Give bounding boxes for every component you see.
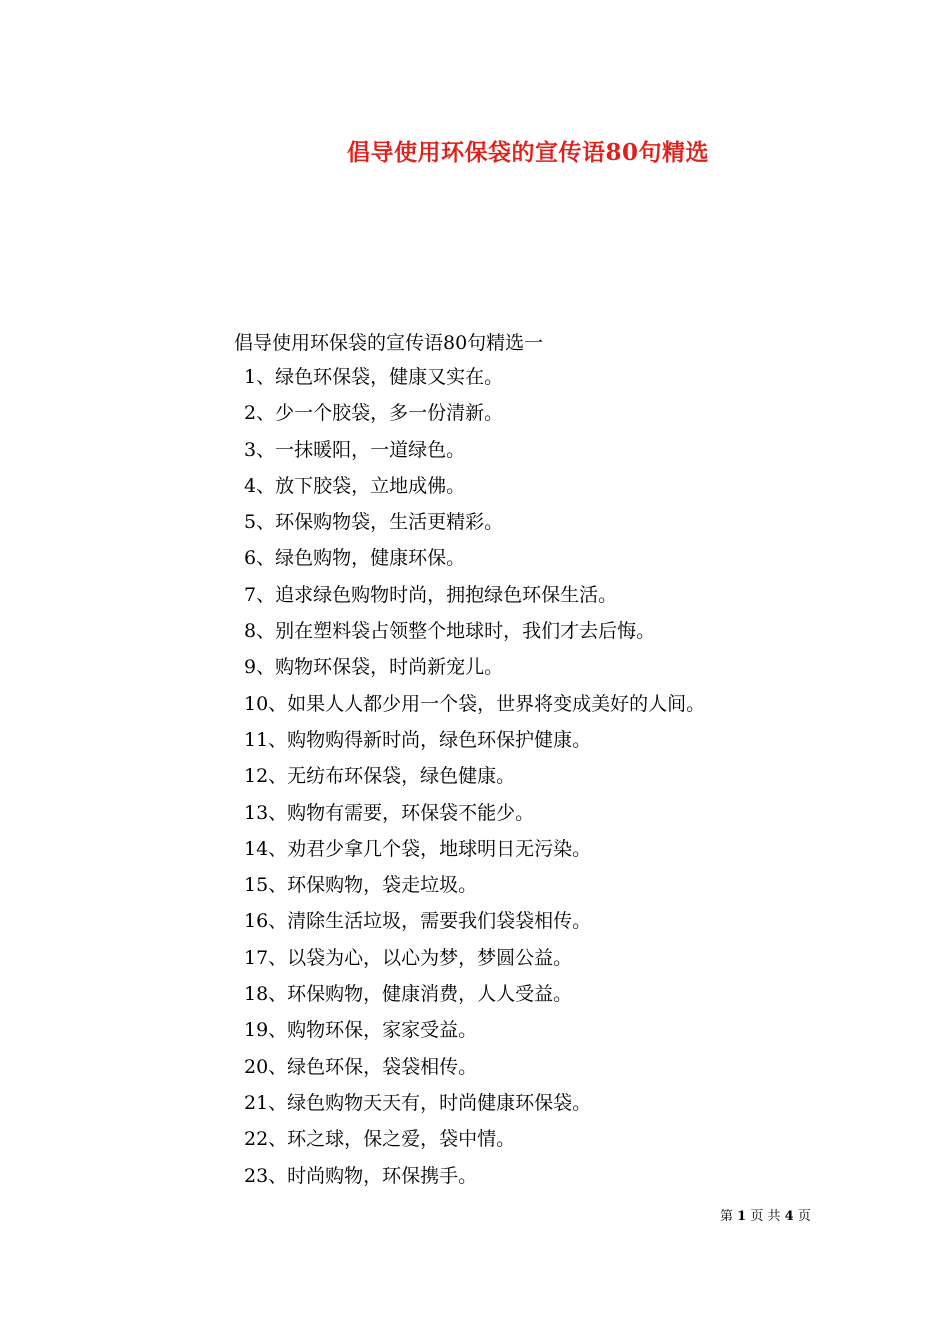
list-item: 5、环保购物袋，生活更精彩。 <box>244 511 504 534</box>
list-item: 12、无纺布环保袋，绿色健康。 <box>244 765 516 788</box>
list-item: 15、环保购物，袋走垃圾。 <box>244 874 478 897</box>
list-item: 4、放下胶袋，立地成佛。 <box>244 474 466 497</box>
list-item: 17、以袋为心，以心为梦，梦圆公益。 <box>244 946 573 969</box>
list-item: 6、绿色购物，健康环保。 <box>244 547 466 570</box>
list-item: 8、别在塑料袋占领整个地球时，我们才去后悔。 <box>244 620 656 643</box>
list-item: 23、时尚购物，环保携手。 <box>244 1164 478 1187</box>
page-footer <box>720 1205 811 1224</box>
footer-suffix: 页 <box>797 1209 811 1224</box>
list-item: 20、绿色环保，袋袋相传。 <box>244 1055 478 1078</box>
footer-current-page: 1 <box>737 1209 747 1224</box>
list-item: 11、购物购得新时尚，绿色环保护健康。 <box>244 728 592 751</box>
page-title: 倡导使用环保袋的宣传语80句精选 <box>347 139 710 166</box>
list-item: 10、如果人人都少用一个袋，世界将变成美好的人间。 <box>244 692 706 715</box>
list-item: 9、购物环保袋，时尚新宠儿。 <box>244 656 504 679</box>
list-item: 18、环保购物，健康消费，人人受益。 <box>244 983 573 1006</box>
list-item: 13、购物有需要，环保袋不能少。 <box>244 801 535 824</box>
list-item: 19、购物环保，家家受益。 <box>244 1019 478 1042</box>
footer-prefix: 第 <box>720 1209 734 1224</box>
list-item: 2、少一个胶袋，多一份清新。 <box>244 402 504 425</box>
list-item: 14、劝君少拿几个袋，地球明日无污染。 <box>244 837 592 860</box>
section-heading: 倡导使用环保袋的宣传语80句精选一 <box>234 332 544 354</box>
slogan-list <box>244 364 705 1199</box>
list-item: 7、追求绿色购物时尚，拥抱绿色环保生活。 <box>244 583 618 606</box>
list-item: 16、清除生活垃圾，需要我们袋袋相传。 <box>244 910 592 933</box>
list-item: 21、绿色购物天天有，时尚健康环保袋。 <box>244 1091 592 1114</box>
footer-middle: 页 共 <box>750 1209 781 1224</box>
list-item: 1、绿色环保袋，健康又实在。 <box>244 366 504 388</box>
footer-total-pages: 4 <box>784 1209 794 1224</box>
list-item: 3、一抹暖阳，一道绿色。 <box>244 438 466 461</box>
list-item: 22、环之球，保之爱，袋中情。 <box>244 1128 516 1151</box>
